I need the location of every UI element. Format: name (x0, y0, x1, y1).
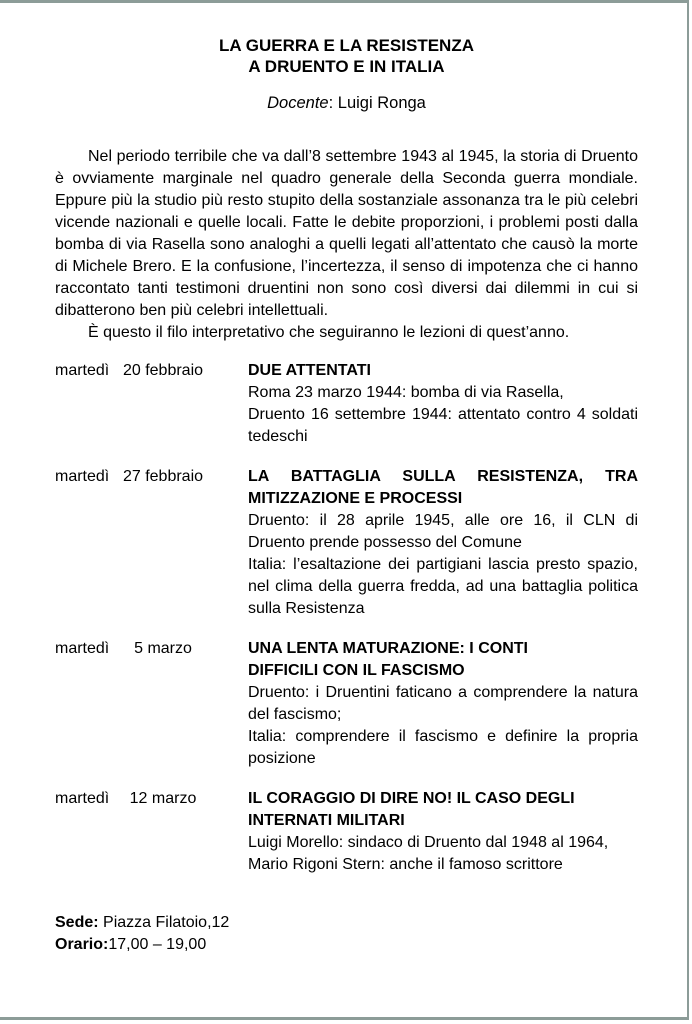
docente-value: : Luigi Ronga (328, 94, 426, 112)
lecture-description (248, 466, 638, 620)
schedule-row (55, 360, 638, 448)
title-line-2: A DRUENTO E IN ITALIA (248, 57, 445, 76)
lecture-body-paragraph: Druento: i Druentini faticano a comprendere la natura del fascismo; (248, 684, 638, 723)
title-line-1: LA GUERRA E LA RESISTENZA (218, 36, 474, 55)
schedule-row (55, 638, 638, 770)
docente-line (55, 94, 638, 113)
lecture-description (248, 788, 638, 876)
lecture-body-paragraph: Druento 16 settembre 1944: attentato contro 4 soldati tedeschi (248, 406, 638, 445)
lecture-description (248, 360, 638, 448)
sede-value: Piazza Filatoio,12 (98, 914, 230, 931)
footer (55, 912, 638, 956)
lecture-day: martedì (55, 362, 110, 379)
lecture-title: INTERNATI MILITARI (248, 812, 405, 829)
lecture-title: UNA LENTA MATURAZIONE: I CONTI (248, 640, 528, 657)
lecture-title: DUE ATTENTATI (248, 362, 371, 379)
lecture-body-paragraph: Roma 23 marzo 1944: bomba di via Rasella, (248, 384, 564, 401)
lecture-day: martedì (55, 640, 110, 657)
lecture-body-paragraph: Druento: il 28 aprile 1945, alle ore 16, il CLN di Druento prende possesso del Comune (248, 512, 638, 551)
footer-orario (55, 934, 638, 956)
schedule-row (55, 788, 638, 876)
intro-text (55, 146, 638, 344)
lecture-date: 20 febbraio (122, 362, 204, 379)
lecture-title: DIFFICILI CON IL FASCISMO (248, 662, 465, 679)
footer-sede (55, 912, 638, 934)
intro-paragraph-2: È questo il filo interpretativo che seguiranno le lezioni di quest’anno. (88, 324, 570, 341)
lecture-body-paragraph: Luigi Morello: sindaco di Druento dal 1948 al 1964, (248, 834, 609, 851)
orario-value: 17,00 – 19,00 (108, 936, 207, 953)
lecture-title: LA BATTAGLIA SULLA RESISTENZA, TRA MITIZZAZIONE E PROCESSI (248, 468, 638, 507)
lecture-date: 12 marzo (129, 790, 197, 807)
schedule (55, 360, 638, 876)
lecture-title: IL CORAGGIO DI DIRE NO! IL CASO DEGLI (248, 790, 575, 807)
lecture-body-paragraph: Italia: comprendere il fascismo e definire la propria posizione (248, 728, 638, 767)
schedule-row (55, 466, 638, 620)
docente-label: Docente (267, 94, 329, 112)
lecture-day: martedì (55, 468, 110, 485)
lecture-date: 5 marzo (134, 640, 192, 657)
lecture-description (248, 638, 638, 770)
lecture-body-paragraph: Mario Rigoni Stern: anche il famoso scrittore (248, 856, 563, 873)
orario-label: Orario: (55, 936, 109, 953)
intro-paragraph-1: Nel periodo terribile che va dall’8 settembre 1943 al 1945, la storia di Druento è ovviamente marginale nel quadro generale della Seconda guerra mondiale. Eppure più la studio più resto stupito della sostanziale assonanza tra le più celebri vicende nazionali e quelle locali. Fatte le debite proporzioni, i problemi posti dalla bomba di via Rasella sono analoghi a quelli legati all’attentato che causò la morte di Michele Brero. E la confusione, l’incertezza, il senso di impotenza che ci hanno raccontato tanti testimoni druentini non sono così diversi dai dilemmi in cui si dibatterono ben più celebri intellettuali. (55, 148, 638, 319)
lecture-body-paragraph: Italia: l’esaltazione dei partigiani lascia presto spazio, nel clima della guerra fredda, ad una battaglia politica sulla Resistenza (248, 556, 638, 617)
sede-label: Sede: (55, 914, 99, 931)
page-title (55, 35, 638, 77)
lecture-date: 27 febbraio (122, 468, 204, 485)
lecture-day: martedì (55, 790, 110, 807)
